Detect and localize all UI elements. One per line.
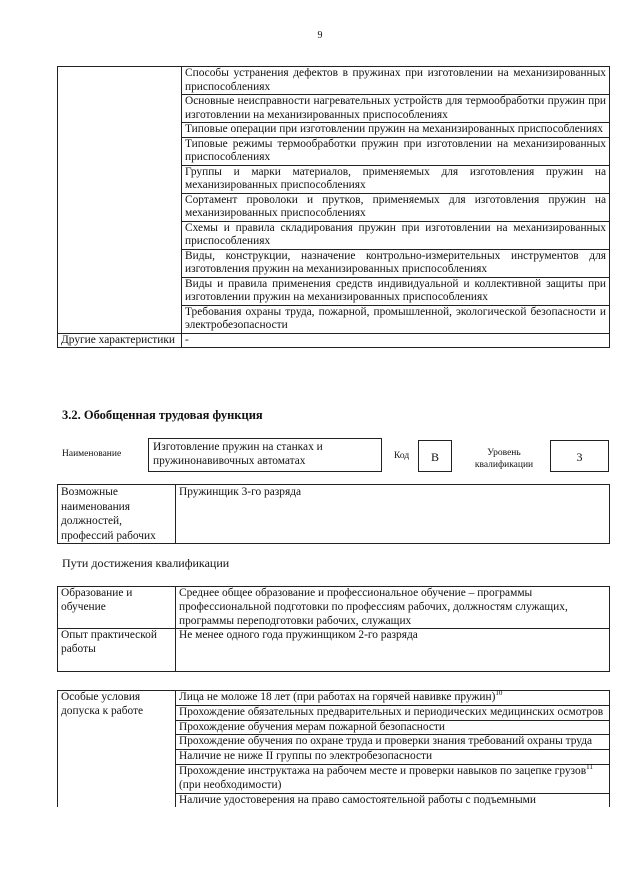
special-item: [176, 691, 610, 706]
special-conditions-table: [57, 690, 610, 807]
education-label: Образование и обучение: [58, 587, 176, 629]
knowledge-item: Схемы и правила складирования пружин при изготовлении на механизированных приспособлениях: [182, 221, 610, 249]
footnote-ref: 10: [495, 689, 503, 698]
knowledge-item: Типовые операции при изготовлении пружин на механизированных приспособлениях: [182, 123, 610, 138]
table-row: [58, 629, 610, 672]
other-characteristics-label: Другие характеристики: [58, 333, 182, 348]
code-box: B: [418, 440, 452, 472]
empty-label-cell: [58, 67, 182, 334]
knowledge-table: [57, 66, 610, 348]
knowledge-item: Способы устранения дефектов в пружинах при изготовлении на механизированных приспособлениях: [182, 67, 610, 95]
other-characteristics-value: -: [182, 333, 610, 348]
positions-table: [57, 484, 610, 544]
table-row: [58, 333, 610, 348]
table-row: [58, 485, 610, 544]
table-row: [58, 67, 610, 95]
special-item: Прохождение обязательных предварительных и периодических медицинских осмотров: [176, 705, 610, 720]
positions-value: Пружинщик 3-го разряда: [176, 485, 610, 544]
level-label: Уровень квалификации: [474, 448, 534, 470]
table-row: [58, 587, 610, 629]
level-box: 3: [550, 440, 609, 472]
special-item: Наличие не ниже II группы по электробезопасности: [176, 750, 610, 765]
special-item: Прохождение обучения по охране труда и проверки знания требований охраны труда: [176, 735, 610, 750]
special-item: [176, 764, 610, 793]
table-row: [58, 691, 610, 706]
knowledge-item: Основные неисправности нагревательных устройств для термообработки пружин при изготовлении на механизированных приспособлениях: [182, 95, 610, 123]
knowledge-item: Виды, конструкции, назначение контрольно-измерительных инструментов для изготовления пружин на механизированных приспособлениях: [182, 249, 610, 277]
experience-value: Не менее одного года пружинщиком 2-го разряда: [176, 629, 610, 672]
special-item-text: Лица не моложе 18 лет (при работах на горячей навивке пружин): [179, 691, 496, 703]
education-value: Среднее общее образование и профессиональное обучение – программы профессиональной подготовки по профессиям рабочих, должностям служащих, программы переподготовки рабочих, служащих: [176, 587, 610, 629]
footnote-ref: 11: [586, 763, 593, 772]
knowledge-item: Сортамент проволоки и прутков, применяемых для изготовления пружин на механизированных приспособлениях: [182, 193, 610, 221]
education-table: [57, 586, 610, 672]
knowledge-item: Виды и правила применения средств индивидуальной и коллективной защиты при изготовлении пружин на механизированных приспособлениях: [182, 277, 610, 305]
function-name-box: Изготовление пружин на станках и пружинонавивочных автоматах: [148, 438, 382, 472]
knowledge-item: Требования охраны труда, пожарной, промышленной, экологической безопасности и электробезопасности: [182, 305, 610, 333]
page-number: 9: [317, 30, 323, 41]
section-title: 3.2. Обобщенная трудовая функция: [62, 408, 263, 422]
name-label: Наименование: [62, 449, 122, 459]
knowledge-item: Типовые режимы термообработки пружин при изготовлении на механизированных приспособлениях: [182, 137, 610, 165]
special-item: Наличие удостоверения на право самостоятельной работы с подъемными: [176, 793, 610, 807]
positions-label: Возможные наименования должностей, профессий рабочих: [58, 485, 176, 544]
knowledge-item: Группы и марки материалов, применяемых для изготовления пружин на механизированных приспособлениях: [182, 165, 610, 193]
paths-title: Пути достижения квалификации: [62, 556, 230, 570]
special-conditions-label: Особые условия допуска к работе: [58, 691, 176, 808]
code-label: Код: [394, 451, 410, 461]
special-item-tail: (при необходимости): [179, 778, 282, 791]
special-item-text: Прохождение инструктажа на рабочем месте и проверки навыков по зацепке грузов: [179, 764, 587, 777]
experience-label: Опыт практической работы: [58, 629, 176, 672]
special-item: Прохождение обучения мерам пожарной безопасности: [176, 720, 610, 735]
